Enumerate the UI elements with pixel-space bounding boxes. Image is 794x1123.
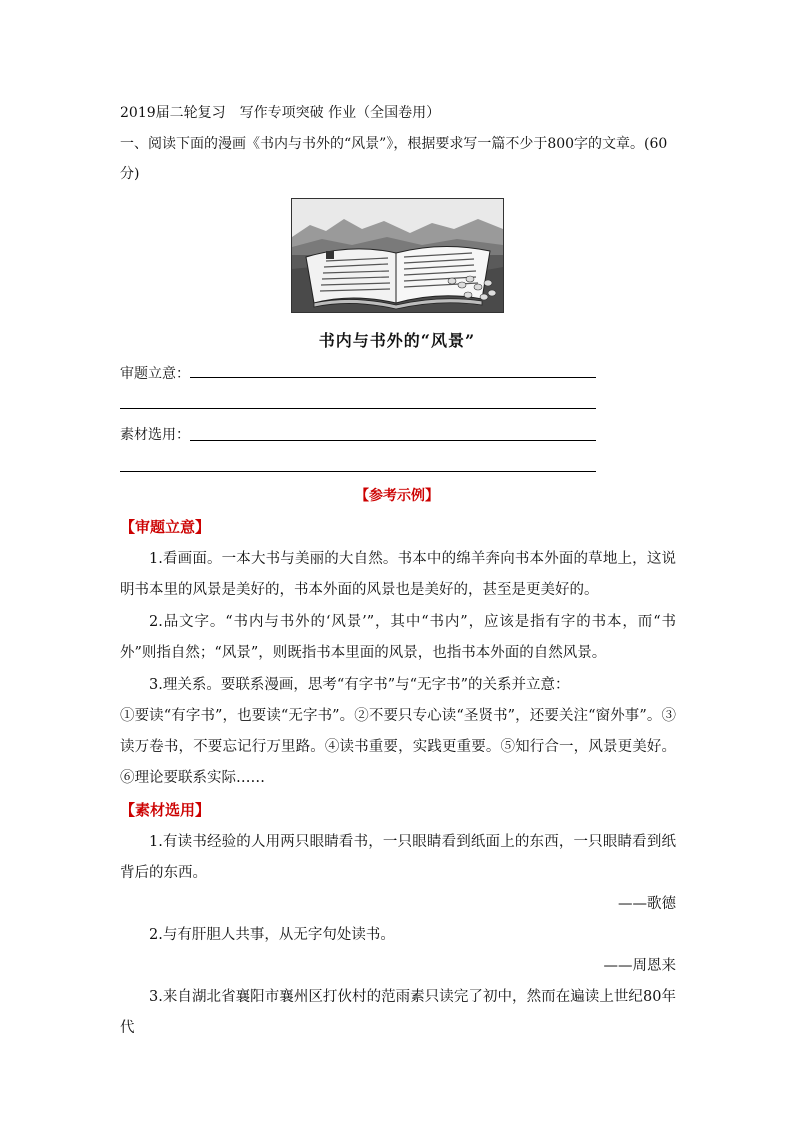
quote-3: 3.来自湖北省襄阳市襄州区打伙村的范雨素只读完了初中，然而在遍读上世纪80年代 bbox=[120, 989, 676, 1036]
paragraph-2: 2.品文字。“书内与书外的‘风景’”，其中“书内”，应该是指有字的书本，而“书外”则指自然；“风景”，则既指书本里面的风景，也指书本外面的自然风景。 bbox=[120, 614, 676, 661]
shenti-field-label: 审题立意： bbox=[120, 366, 190, 382]
paragraph-4: ①要读“有字书”，也要读“无字书”。②不要只专心读“圣贤书”，还要关注“窗外事”。③读万卷书，不要忘记行万里路。④读书重要，实践更重要。⑤知行合一，风景更美好。⑥理论要联系实际…… bbox=[120, 708, 676, 786]
sucai-field-label: 素材选用： bbox=[120, 427, 190, 443]
sucai-answer-line bbox=[190, 440, 596, 441]
paragraph-1: 1.看画面。一本大书与美丽的大自然。书本中的绵羊奔向书本外面的草地上，这说明书本里的风景是美好的，书本外面的风景也是美好的，甚至是更美好的。 bbox=[120, 551, 676, 598]
paragraph-3: 3.理关系。要联系漫画，思考“有字书”与“无字书”的关系并立意： bbox=[149, 677, 570, 693]
task-instruction-line2: 分) bbox=[120, 166, 140, 182]
document-title: 2019届二轮复习 写作专项突破 作业（全国卷用） bbox=[120, 105, 441, 121]
shenti-answer-line bbox=[190, 377, 596, 378]
task-instruction-line1: 一、阅读下面的漫画《书内与书外的“风景”》，根据要求写一篇不少于800字的文章。(60 bbox=[120, 136, 668, 152]
cartoon-image bbox=[291, 198, 504, 313]
reference-heading: 【参考示例】 bbox=[355, 488, 439, 504]
quote-1-author: ——歌德 bbox=[618, 896, 676, 912]
open-book-landscape-illustration bbox=[292, 199, 503, 312]
cartoon-caption: 书内与书外的“风景” bbox=[318, 331, 476, 350]
sucai-heading: 【素材选用】 bbox=[120, 801, 211, 819]
quote-1: 1.有读书经验的人用两只眼睛看书，一只眼睛看到纸面上的东西，一只眼睛看到纸背后的东西。 bbox=[120, 834, 676, 881]
shenti-heading: 【审题立意】 bbox=[120, 518, 211, 536]
quote-2: 2.与有肝胆人共事，从无字句处读书。 bbox=[149, 927, 395, 943]
quote-2-author: ——周恩来 bbox=[603, 958, 676, 974]
sucai-answer-line-2 bbox=[120, 471, 596, 472]
shenti-answer-line-2 bbox=[120, 408, 596, 409]
